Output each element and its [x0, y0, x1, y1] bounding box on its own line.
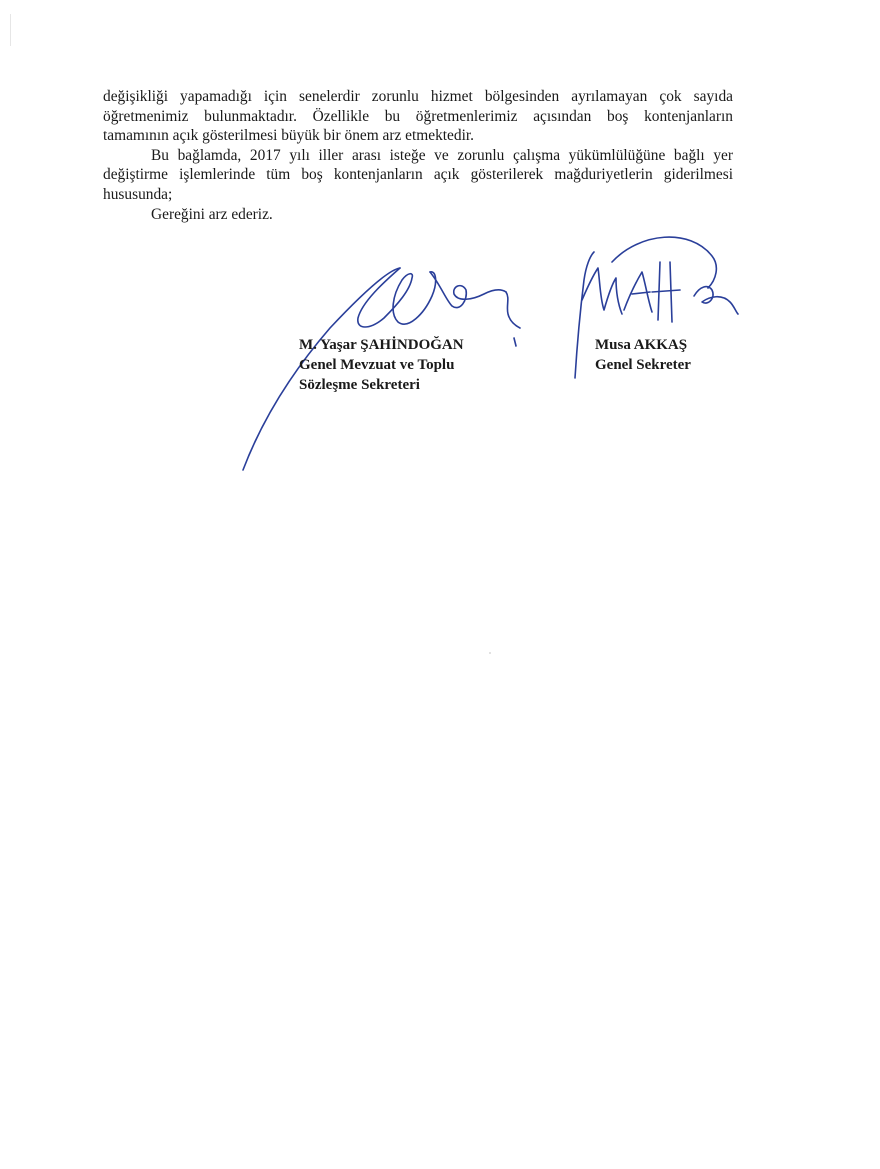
signatory-right-name: Musa AKKAŞ: [595, 337, 688, 353]
closing-line: Gereğini arz ederiz.: [151, 205, 273, 223]
scan-speck: [489, 652, 491, 654]
signatory-right-title-1: Genel Sekreter: [595, 356, 691, 373]
scan-edge-mark: [10, 14, 11, 46]
signatory-left: [299, 336, 464, 395]
letter-body: [103, 87, 733, 224]
signatory-left-title-1: Genel Mevzuat ve Toplu: [299, 356, 455, 373]
signatory-left-title-2: Sözleşme Sekreteri: [299, 376, 420, 393]
paragraph-2-line-3: hususunda;: [103, 185, 173, 203]
paragraph-1-line-1: değişikliği yapamadığı için senelerdir zorunlu hizmet bölgesinden ayrılamayan çok sayıda: [103, 88, 733, 105]
paragraph-1-line-2: öğretmenimiz bulunmaktadır. Özellikle bu öğretmenlerimiz açısından boş kontenjanların: [103, 107, 733, 125]
paragraph-2-line-1: Bu bağlamda, 2017 yılı iller arası isteğe ve zorunlu çalışma yükümlülüğüne bağlı yer: [151, 146, 733, 164]
signatory-right: [595, 336, 691, 376]
paragraph-1-line-3: tamamının açık gösterilmesi büyük bir önem arz etmektedir.: [103, 127, 474, 145]
signatory-left-name: M. Yaşar ŞAHİNDOĞAN: [299, 337, 464, 353]
paragraph-2-line-2: değiştirme işlemlerinde tüm boş kontenjanların açık gösterilerek mağduriyetlerin giderilmesi: [103, 166, 733, 184]
